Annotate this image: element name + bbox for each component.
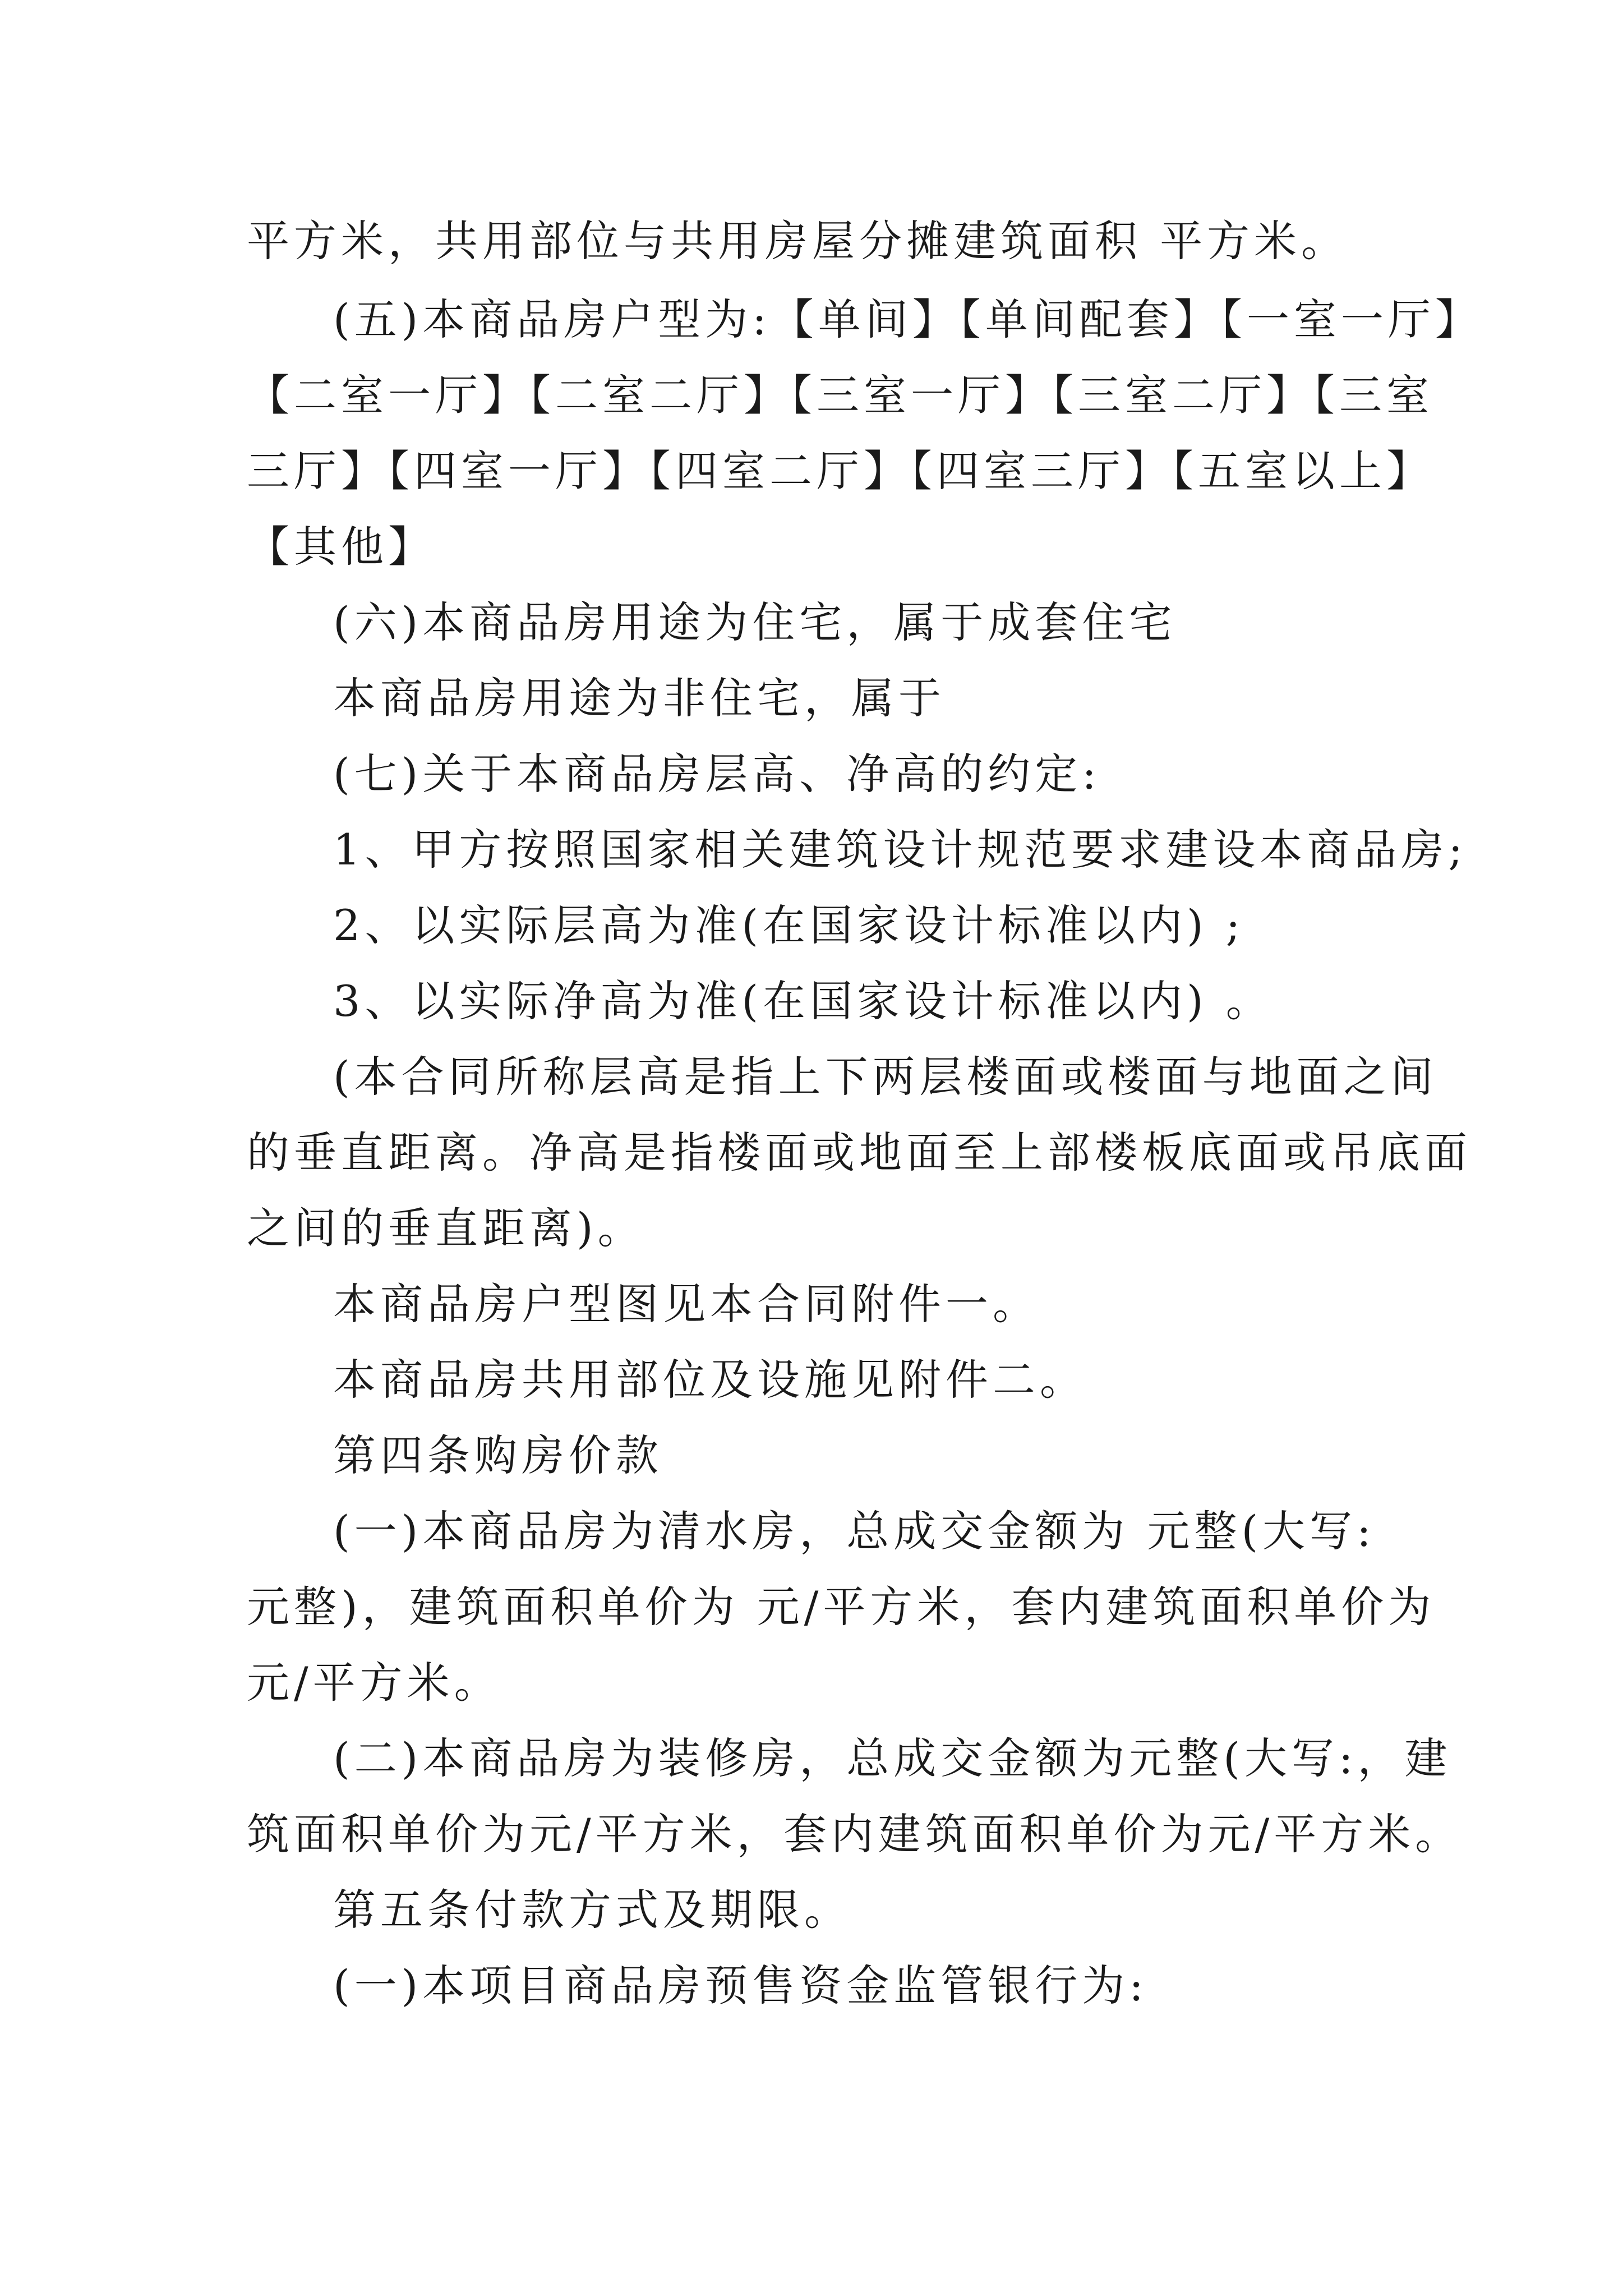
text-line: 第四条购房价款 [333,1430,663,1480]
text-line: (五)本商品房户型为:【单间】【单间配套】【一室一厅】 [333,295,1482,344]
text-line: 平方米，共用部位与共用房屋分摊建筑面积 平方米。 [247,216,1349,266]
text-line: (一)本项目商品房预售资金监管银行为: [333,1961,1148,2010]
text-line: (一)本商品房为清水房，总成交金额为 元整(大写: [333,1506,1376,1556]
text-line: 【其他】 [247,522,435,572]
text-line: 元整)，建筑面积单价为 元/平方米，套内建筑面积单价为 [247,1582,1436,1632]
text-line: (七)关于本商品房层高、净高的约定: [333,749,1101,799]
text-line: 本商品房用途为非住宅，属于 [333,673,946,723]
text-line: 【二室一厅】【二室二厅】【三室一厅】【三室二厅】【三室 [247,370,1433,420]
text-line: 第五条付款方式及期限。 [333,1885,851,1935]
text-line: (本合同所称层高是指上下两层楼面或楼面与地面之间 [333,1052,1438,1102]
text-line: 元/平方米。 [247,1658,501,1708]
text-line: 3、以实际净高为准(在国家设计标准以内) 。 [333,976,1273,1026]
text-line: (六)本商品房用途为住宅，属于成套住宅 [333,597,1177,647]
text-line: 的垂直距离。净高是指楼面或地面至上部楼板底面或吊底面 [247,1128,1472,1177]
text-line: (二)本商品房为装修房，总成交金额为元整(大写:，建 [333,1733,1452,1783]
text-line: 三厅】【四室一厅】【四室二厅】【四室三厅】【五室以上】 [247,446,1433,496]
text-line: 本商品房共用部位及设施见附件二。 [333,1355,1087,1405]
text-line: 2、以实际层高为准(在国家设计标准以内) ; [333,900,1245,950]
text-line: 之间的垂直距离)。 [247,1203,645,1253]
text-line: 本商品房户型图见本合同附件一。 [333,1279,1040,1329]
text-line: 筑面积单价为元/平方米，套内建筑面积单价为元/平方米。 [247,1809,1463,1859]
text-line: 1、甲方按照国家相关建筑设计规范要求建设本商品房; [333,825,1467,875]
